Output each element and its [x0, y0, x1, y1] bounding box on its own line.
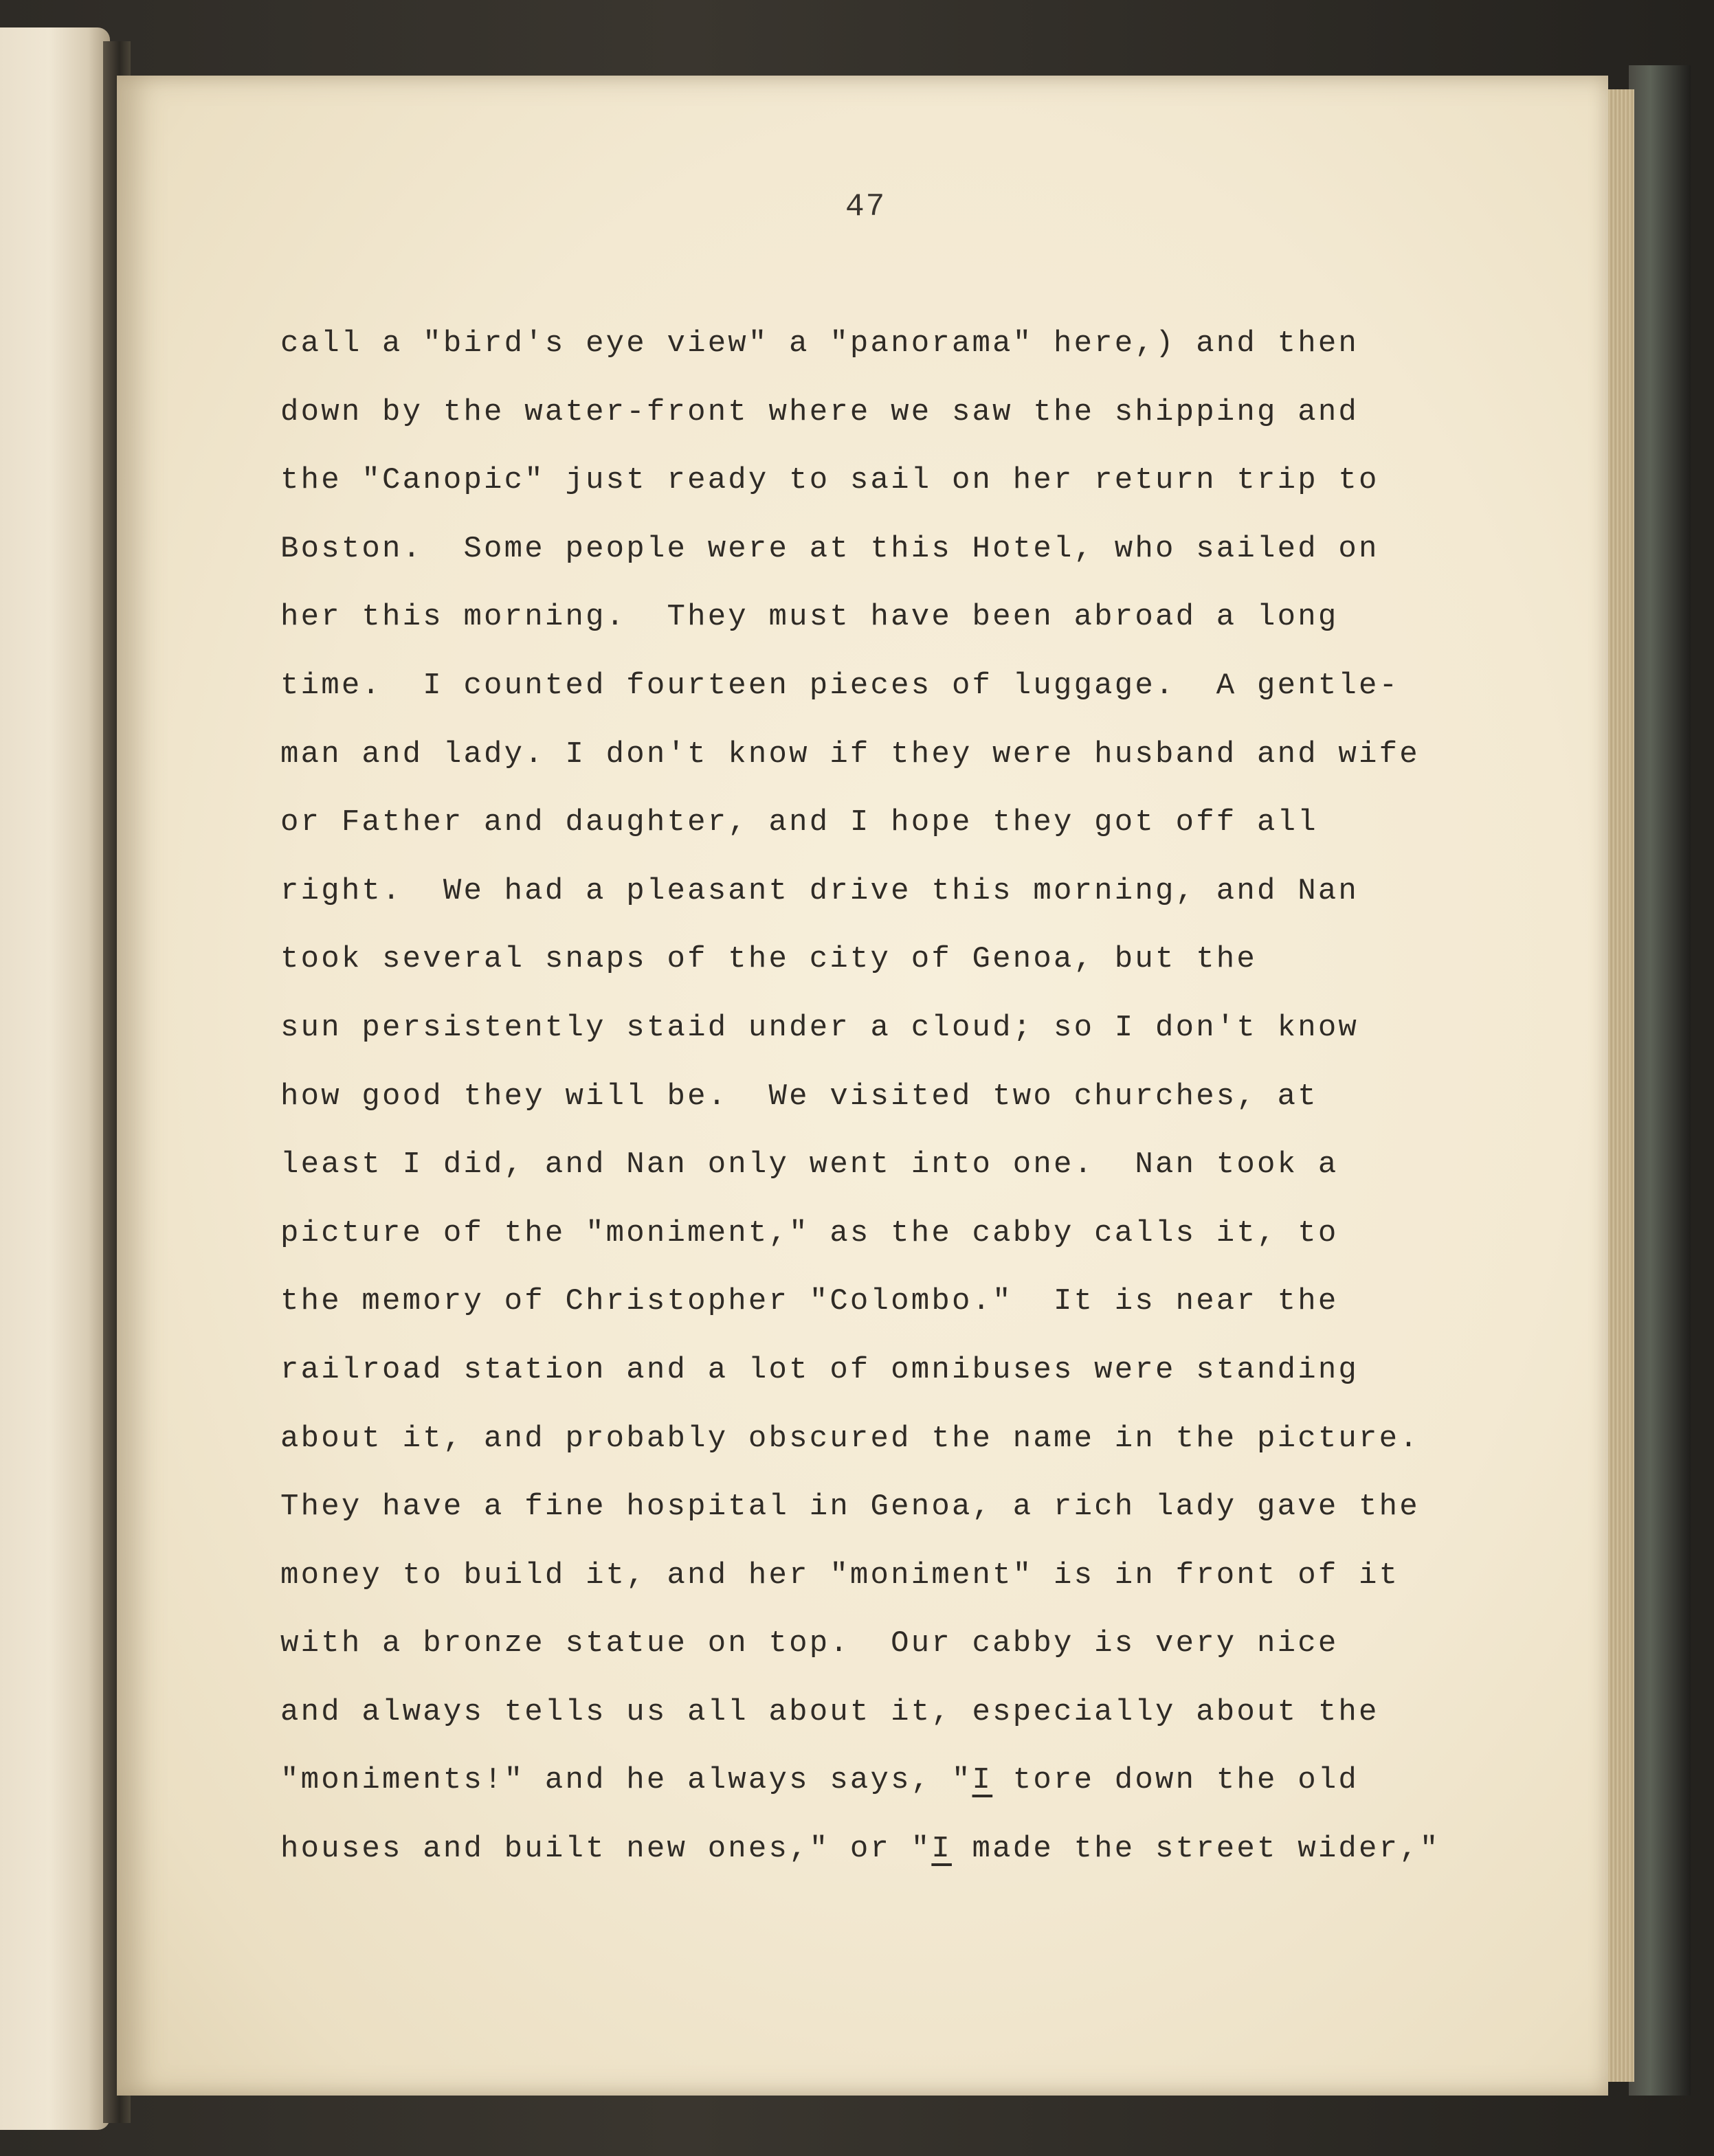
text-line: call a "bird's eye view" a "panorama" here,) and then	[280, 326, 1359, 361]
text-line: the "Canopic" just ready to sail on her return trip to	[280, 463, 1379, 498]
text-line: sun persistently staid under a cloud; so I don't know	[280, 1010, 1359, 1045]
text-line: least I did, and Nan only went into one. Nan took a	[280, 1147, 1339, 1182]
facing-page-edge	[0, 27, 110, 2130]
text-line: and always tells us all about it, especially about the	[280, 1694, 1379, 1729]
text-line: about it, and probably obscured the name in the picture.	[280, 1421, 1420, 1456]
text-line: the memory of Christopher "Colombo." It is near the	[280, 1284, 1339, 1319]
text-line: her this morning. They must have been abroad a long	[280, 600, 1339, 635]
typed-text-block	[280, 322, 1449, 1896]
text-line: took several snaps of the city of Genoa, but the	[280, 942, 1258, 977]
underlined-emphasis: I	[972, 1763, 993, 1798]
text-line: money to build it, and her "moniment" is in front of it	[280, 1558, 1400, 1593]
text-line: Boston. Some people were at this Hotel, who sailed on	[280, 531, 1379, 566]
text-segment: "moniments!" and he always says, "	[280, 1763, 972, 1798]
text-line: They have a fine hospital in Genoa, a rich lady gave the	[280, 1490, 1420, 1525]
text-line: picture of the "moniment," as the cabby calls it, to	[280, 1215, 1339, 1250]
text-line: or Father and daughter, and I hope they got off all	[280, 805, 1318, 840]
text-segment: houses and built new ones," or "	[280, 1832, 932, 1867]
text-line-with-emphasis	[280, 1758, 1449, 1827]
page-number: 47	[845, 189, 887, 225]
text-segment: tore down the old	[992, 1763, 1359, 1798]
text-line: how good they will be. We visited two churches, at	[280, 1079, 1318, 1114]
text-line: man and lady. I don't know if they were husband and wife	[280, 737, 1420, 772]
text-line: railroad station and a lot of omnibuses were standing	[280, 1352, 1359, 1387]
text-line-with-emphasis	[280, 1827, 1449, 1896]
underlined-emphasis: I	[931, 1832, 952, 1867]
text-line: down by the water-front where we saw the shipping and	[280, 394, 1359, 429]
text-line: right. We had a pleasant drive this morning, and Nan	[280, 873, 1359, 908]
book-cover-edge	[1629, 65, 1691, 2096]
text-line: with a bronze statue on top. Our cabby is very nice	[280, 1626, 1339, 1661]
text-segment: made the street wider,"	[951, 1832, 1440, 1867]
text-line: time. I counted fourteen pieces of luggage. A gentle-	[280, 668, 1400, 703]
